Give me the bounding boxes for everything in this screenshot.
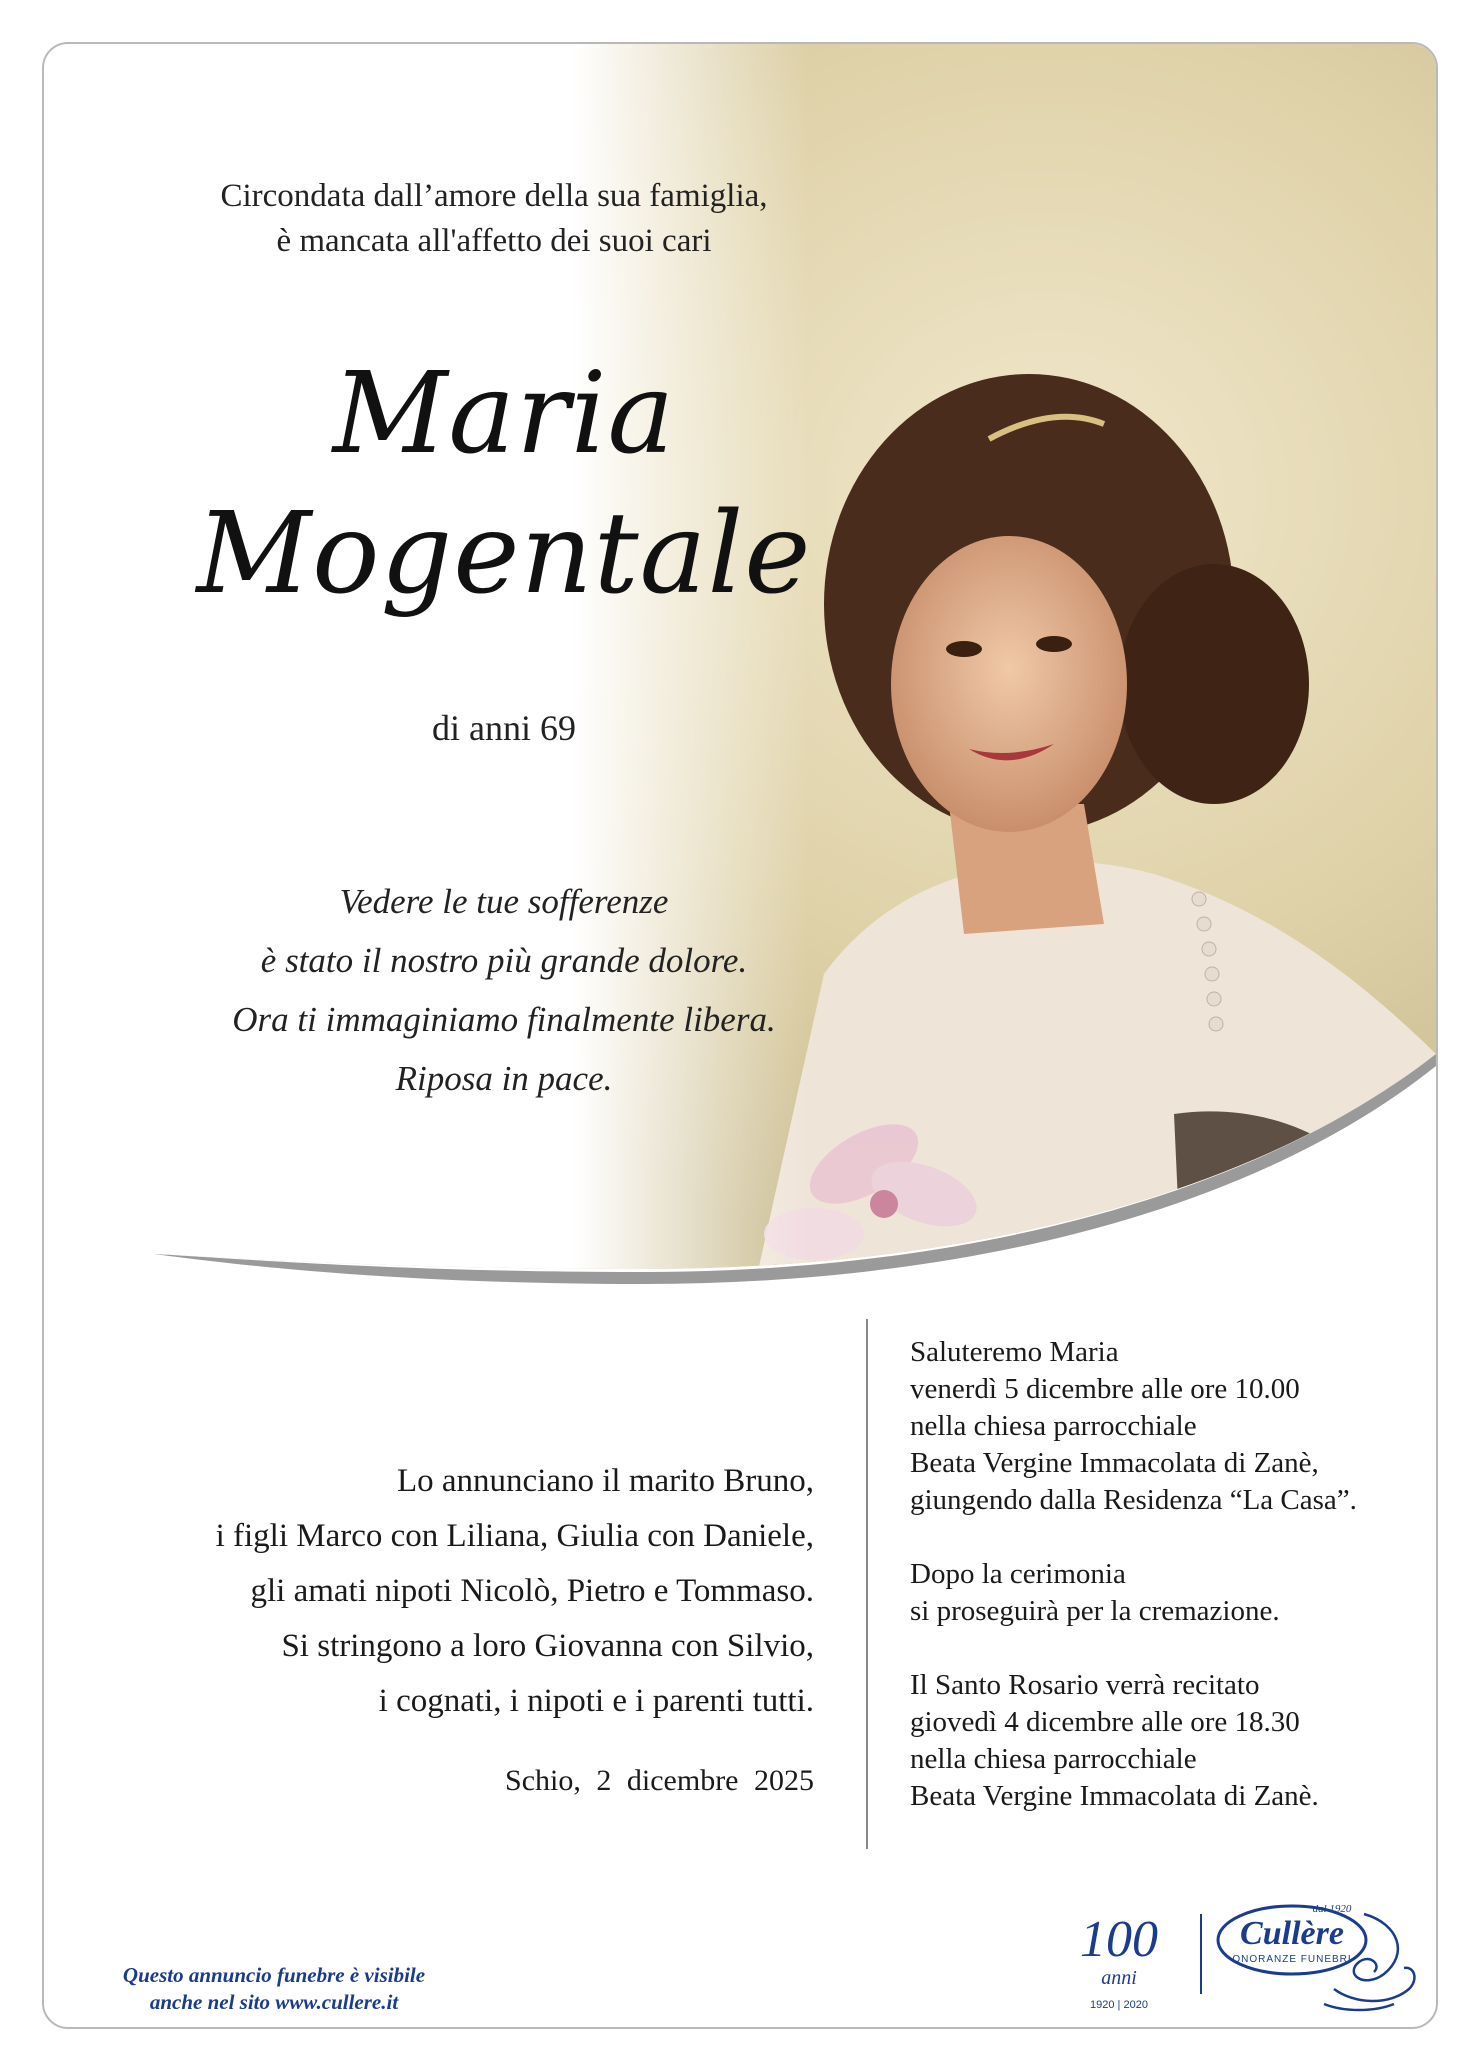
intro-line-2: è mancata all'affetto dei suoi cari bbox=[276, 223, 712, 259]
announcement-place: Schio, bbox=[505, 1764, 581, 1797]
after-ceremony-block bbox=[910, 1556, 1430, 1630]
intro-line-1: Circondata dall’amore della sua famiglia, bbox=[220, 178, 768, 214]
after-line: Dopo la cerimonia bbox=[910, 1558, 1126, 1590]
column-divider bbox=[866, 1319, 868, 1849]
intro-text bbox=[164, 174, 824, 264]
announcement-line: gli amati nipoti Nicolò, Pietro e Tommaso. bbox=[250, 1573, 814, 1609]
brand-name: Cullère bbox=[1240, 1915, 1344, 1952]
announcement-line: i figli Marco con Liliana, Giulia con Daniele, bbox=[215, 1518, 814, 1554]
place-and-date bbox=[344, 1764, 814, 1798]
ceremony-block bbox=[910, 1334, 1430, 1519]
ceremony-line: Saluteremo Maria bbox=[910, 1336, 1119, 1368]
rosary-line: Il Santo Rosario verrà recitato bbox=[910, 1669, 1260, 1701]
brand-since: dal 1920 bbox=[1312, 1903, 1352, 1915]
deceased-age: di anni 69 bbox=[432, 708, 576, 748]
ceremony-line: nella chiesa parrocchiale bbox=[910, 1410, 1197, 1442]
website-note-line-1: Questo annuncio funebre è visibile bbox=[122, 1963, 426, 1987]
quote-line: è stato il nostro più grande dolore. bbox=[260, 941, 748, 980]
announcement-line: i cognati, i nipoti e i parenti tutti. bbox=[378, 1683, 814, 1719]
website-note bbox=[64, 1962, 484, 2016]
anniversary-logo bbox=[1054, 1904, 1184, 2024]
brand-tagline: ONORANZE FUNEBRI bbox=[1232, 1954, 1352, 1965]
quote-line: Riposa in pace. bbox=[395, 1059, 613, 1098]
logo-separator bbox=[1200, 1914, 1202, 1994]
anniversary-years: 1920 | 2020 bbox=[1090, 1999, 1148, 2011]
memorial-quote bbox=[184, 872, 824, 1108]
rosary-line: giovedì 4 dicembre alle ore 18.30 bbox=[910, 1706, 1300, 1738]
ceremony-line: giungendo dalla Residenza “La Casa”. bbox=[910, 1484, 1357, 1516]
anniversary-word: anni bbox=[1101, 1967, 1137, 1989]
deceased-name bbox=[124, 344, 884, 624]
announcement-date: 2 dicembre 2025 bbox=[596, 1764, 814, 1797]
family-announcement bbox=[104, 1454, 814, 1729]
after-line: si proseguirà per la cremazione. bbox=[910, 1595, 1280, 1627]
deceased-first-name: Maria bbox=[332, 349, 676, 479]
obituary-card bbox=[42, 42, 1438, 2029]
ceremony-line: Beata Vergine Immacolata di Zanè, bbox=[910, 1447, 1319, 1479]
funeral-info bbox=[910, 1334, 1430, 1852]
quote-line: Ora ti immaginiamo finalmente libera. bbox=[232, 1000, 776, 1039]
quote-line: Vedere le tue sofferenze bbox=[339, 882, 669, 921]
rosary-block bbox=[910, 1667, 1430, 1815]
anniversary-number: 100 bbox=[1080, 1911, 1158, 1968]
announcement-line: Si stringono a loro Giovanna con Silvio, bbox=[281, 1628, 814, 1664]
deceased-last-name: Mogentale bbox=[196, 489, 812, 619]
rosary-line: nella chiesa parrocchiale bbox=[910, 1743, 1197, 1775]
website-note-line-2: anche nel sito www.cullere.it bbox=[149, 1990, 399, 2014]
announcement-line: Lo annunciano il marito Bruno, bbox=[397, 1463, 814, 1499]
rosary-line: Beata Vergine Immacolata di Zanè. bbox=[910, 1780, 1319, 1812]
ceremony-line: venerdì 5 dicembre alle ore 10.00 bbox=[910, 1373, 1300, 1405]
cullere-logo bbox=[1214, 1894, 1424, 2014]
